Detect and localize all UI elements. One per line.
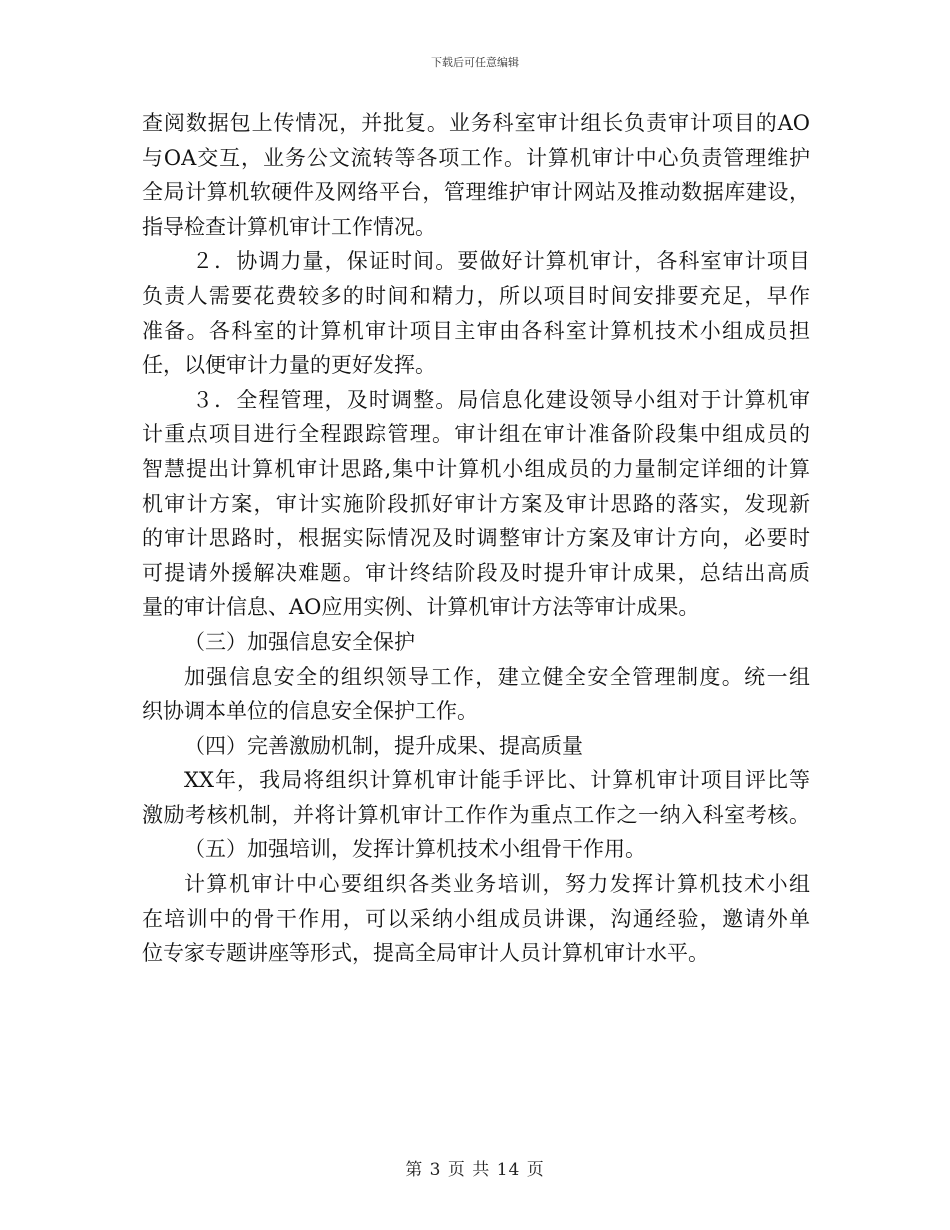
body-line: 与OA交互，业务公文流转等各项工作。计算机审计中心负责管理维护 [142, 145, 810, 170]
body-line: 的审计思路时，根据实际情况及时调整审计方案及审计方向，必要时 [142, 526, 810, 551]
body-line: 计重点项目进行全程跟踪管理。审计组在审计准备阶段集中组成员的 [142, 422, 810, 447]
body-line: 负责人需要花费较多的时间和精力，所以项目时间安排要充足，早作 [142, 283, 810, 308]
body-line: 机审计方案，审计实施阶段抓好审计方案及审计思路的落实，发现新 [142, 491, 810, 516]
document-body [142, 106, 810, 971]
body-line: 在培训中的骨干作用，可以采纳小组成员讲课，沟通经验，邀请外单 [142, 906, 810, 931]
body-line: 智慧提出计算机审计思路,集中计算机小组成员的力量制定详细的计算 [142, 456, 810, 481]
body-line: ２．协调力量，保证时间。要做好计算机审计，各科室审计项目 [192, 249, 810, 274]
body-line: 量的审计信息、AO应用实例、计算机审计方法等审计成果。 [142, 595, 700, 620]
section-heading: （四）完善激励机制，提升成果、提高质量 [184, 733, 583, 758]
body-line: XX年，我局将组织计算机审计能手评比、计算机审计项目评比等 [184, 768, 810, 793]
page-footer: 第 3 页 共 14 页 [405, 1160, 545, 1180]
page-header-note: 下载后可任意编辑 [431, 56, 519, 69]
body-line: 指导检查计算机审计工作情况。 [142, 214, 436, 239]
body-line: 任，以便审计力量的更好发挥。 [142, 353, 436, 378]
body-line: 查阅数据包上传情况，并批复。业务科室审计组长负责审计项目的AO [142, 111, 810, 135]
body-line: 织协调本单位的信息安全保护工作。 [142, 699, 478, 724]
section-heading: （三）加强信息安全保护 [184, 629, 415, 654]
body-line: 准备。各科室的计算机审计项目主审由各科室计算机技术小组成员担 [142, 318, 810, 343]
body-line: 全局计算机软硬件及网络平台，管理维护审计网站及推动数据库建设， [142, 180, 810, 205]
body-line: 计算机审计中心要组织各类业务培训，努力发挥计算机技术小组 [184, 872, 810, 897]
body-line: 可提请外援解决难题。审计终结阶段及时提升审计成果，总结出高质 [142, 560, 810, 585]
body-line: ３．全程管理，及时调整。局信息化建设领导小组对于计算机审 [192, 387, 810, 412]
section-heading: （五）加强培训，发挥计算机技术小组骨干作用。 [184, 837, 646, 862]
body-line: 激励考核机制，并将计算机审计工作作为重点工作之一纳入科室考核。 [142, 802, 810, 827]
body-line: 加强信息安全的组织领导工作，建立健全安全管理制度。统一组 [184, 664, 810, 689]
body-line: 位专家专题讲座等形式，提高全局审计人员计算机审计水平。 [142, 941, 709, 966]
